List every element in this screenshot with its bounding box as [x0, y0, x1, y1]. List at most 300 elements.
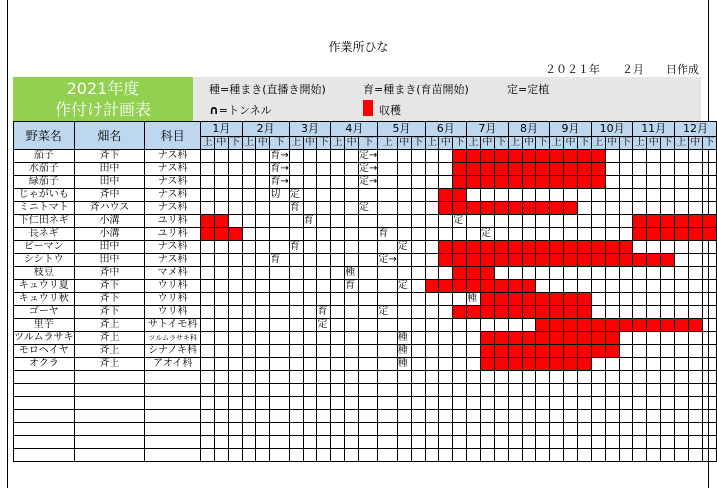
empty-cell: [256, 436, 270, 449]
harvest-cell: [494, 332, 508, 345]
harvest-cell: [647, 319, 661, 332]
schedule-cell: [591, 306, 605, 319]
empty-cell: [411, 397, 425, 410]
harvest-cell: [522, 202, 536, 215]
period-header: 上: [291, 137, 302, 148]
schedule-cell: [647, 358, 661, 371]
harvest-cell: [564, 150, 578, 163]
schedule-mark: 定: [317, 319, 331, 332]
table-row: [14, 150, 717, 163]
schedule-cell: [378, 319, 397, 332]
empty-cell: [591, 449, 605, 462]
period-header: 中: [346, 137, 357, 148]
harvest-cell: [480, 241, 494, 254]
schedule-cell: [619, 215, 633, 228]
schedule-cell: [661, 202, 675, 215]
schedule-cell: [661, 163, 675, 176]
empty-cell: [605, 410, 619, 423]
schedule-cell: [331, 358, 345, 371]
schedule-cell: [228, 241, 242, 254]
schedule-cell: [214, 293, 228, 306]
schedule-cell: [688, 267, 702, 280]
family-cell: シナノキ科: [145, 345, 201, 358]
schedule-cell: [270, 241, 289, 254]
schedule-cell: [201, 189, 215, 202]
schedule-cell: [242, 163, 256, 176]
period-header: 中: [399, 137, 410, 148]
table-row: [14, 358, 717, 371]
field-name-cell: 斉上: [74, 332, 145, 345]
empty-cell: [411, 436, 425, 449]
empty-cell: [619, 449, 633, 462]
schedule-cell: [564, 280, 578, 293]
harvest-cell: [522, 150, 536, 163]
schedule-cell: [522, 215, 536, 228]
field-name-cell: 斉下: [74, 280, 145, 293]
schedule-cell: [411, 150, 425, 163]
empty-cell: [303, 423, 317, 436]
empty-row: [14, 410, 717, 423]
schedule-cell: [289, 150, 303, 163]
empty-cell: [270, 410, 289, 423]
empty-cell: [522, 449, 536, 462]
harvest-cell: [467, 267, 481, 280]
schedule-cell: [605, 358, 619, 371]
period-header: 上: [468, 137, 479, 148]
schedule-cell: [359, 280, 378, 293]
empty-cell: [550, 436, 564, 449]
schedule-cell: [242, 202, 256, 215]
schedule-cell: [688, 176, 702, 189]
schedule-cell: [674, 176, 688, 189]
empty-cell: [453, 410, 467, 423]
harvest-cell: [564, 176, 578, 189]
table-row: [14, 215, 717, 228]
empty-cell: [480, 410, 494, 423]
schedule-cell: [303, 280, 317, 293]
harvest-cell: [536, 202, 550, 215]
empty-cell: [242, 436, 256, 449]
empty-cell: [289, 449, 303, 462]
empty-cell: [270, 449, 289, 462]
schedule-cell: [289, 228, 303, 241]
schedule-cell: [661, 358, 675, 371]
schedule-cell: [289, 215, 303, 228]
schedule-cell: [201, 358, 215, 371]
schedule-cell: [214, 176, 228, 189]
period-header: 下: [454, 137, 465, 148]
harvest-cell: [647, 228, 661, 241]
empty-cell: [480, 449, 494, 462]
empty-cell: [674, 384, 688, 397]
empty-cell: [359, 410, 378, 423]
empty-cell: [74, 449, 145, 462]
empty-cell: [647, 384, 661, 397]
empty-cell: [494, 397, 508, 410]
harvest-cell: [467, 202, 481, 215]
empty-cell: [467, 410, 481, 423]
empty-cell: [411, 423, 425, 436]
empty-cell: [201, 423, 215, 436]
schedule-cell: [317, 202, 331, 215]
schedule-cell: [619, 332, 633, 345]
schedule-cell: [256, 189, 270, 202]
schedule-cell: [605, 293, 619, 306]
period-header: 中: [216, 137, 227, 148]
empty-cell: [345, 397, 359, 410]
harvest-cell: [453, 254, 467, 267]
schedule-cell: [425, 306, 439, 319]
schedule-cell: [331, 267, 345, 280]
schedule-cell: [289, 319, 303, 332]
schedule-cell: [317, 189, 331, 202]
period-header: 上: [551, 137, 562, 148]
period-header: 上: [426, 137, 437, 148]
empty-cell: [425, 449, 439, 462]
schedule-cell: [633, 267, 647, 280]
empty-cell: [303, 436, 317, 449]
harvest-cell: [577, 306, 591, 319]
schedule-cell: [439, 293, 453, 306]
schedule-cell: [397, 189, 411, 202]
empty-cell: [647, 449, 661, 462]
empty-cell: [674, 410, 688, 423]
harvest-cell: [467, 306, 481, 319]
schedule-cell: [331, 176, 345, 189]
schedule-cell: [359, 267, 378, 280]
empty-cell: [425, 410, 439, 423]
harvest-cell: [550, 241, 564, 254]
schedule-cell: [228, 306, 242, 319]
empty-cell: [550, 371, 564, 384]
empty-cell: [214, 436, 228, 449]
schedule-cell: [467, 319, 481, 332]
schedule-cell: [619, 202, 633, 215]
harvest-cell: [550, 163, 564, 176]
schedule-cell: [688, 189, 702, 202]
empty-cell: [74, 371, 145, 384]
schedule-cell: [303, 241, 317, 254]
schedule-cell: [605, 176, 619, 189]
empty-cell: [480, 371, 494, 384]
family-cell: ナス科: [145, 241, 201, 254]
schedule-cell: [359, 254, 378, 267]
empty-cell: [439, 436, 453, 449]
table-row: [14, 345, 717, 358]
harvest-cell: [536, 293, 550, 306]
schedule-cell: [201, 319, 215, 332]
schedule-cell: [397, 319, 411, 332]
empty-cell: [270, 371, 289, 384]
family-cell: ツルムラサキ科: [145, 332, 201, 345]
schedule-cell: [674, 163, 688, 176]
veg-name-cell: モロヘイヤ: [14, 345, 75, 358]
schedule-cell: [619, 150, 633, 163]
period-header: 中: [440, 137, 451, 148]
schedule-cell: [453, 358, 467, 371]
schedule-cell: [411, 280, 425, 293]
schedule-cell: [425, 241, 439, 254]
schedule-cell: [201, 254, 215, 267]
empty-cell: [605, 423, 619, 436]
harvest-cell: [522, 332, 536, 345]
empty-cell: [425, 371, 439, 384]
empty-cell: [425, 397, 439, 410]
schedule-cell: [359, 215, 378, 228]
empty-cell: [214, 384, 228, 397]
empty-cell: [145, 384, 201, 397]
empty-cell: [270, 397, 289, 410]
legend-tunnel: [209, 102, 272, 118]
empty-cell: [439, 423, 453, 436]
schedule-cell: [397, 267, 411, 280]
empty-cell: [345, 371, 359, 384]
empty-cell: [228, 397, 242, 410]
schedule-cell: [688, 254, 702, 267]
period-header: 上: [378, 137, 397, 150]
schedule-cell: [661, 267, 675, 280]
schedule-cell: [633, 241, 647, 254]
empty-cell: [591, 397, 605, 410]
schedule-cell: [647, 202, 661, 215]
empty-cell: [577, 371, 591, 384]
month-header: 4月: [331, 122, 378, 137]
harvest-cell: [467, 176, 481, 189]
empty-cell: [397, 423, 411, 436]
empty-cell: [397, 371, 411, 384]
empty-cell: [619, 423, 633, 436]
schedule-cell: [228, 319, 242, 332]
schedule-cell: [467, 228, 481, 241]
empty-cell: [242, 397, 256, 410]
empty-cell: [702, 449, 716, 462]
schedule-mark: 育: [317, 306, 331, 319]
harvest-cell: [619, 241, 633, 254]
schedule-cell: [577, 202, 591, 215]
schedule-cell: [378, 280, 397, 293]
field-name-cell: 田中: [74, 176, 145, 189]
empty-cell: [439, 371, 453, 384]
empty-cell: [345, 423, 359, 436]
schedule-cell: [378, 163, 397, 176]
schedule-cell: [242, 215, 256, 228]
schedule-mark: 定→: [378, 254, 397, 265]
schedule-cell: [201, 332, 215, 345]
schedule-cell: [411, 254, 425, 267]
empty-cell: [508, 436, 522, 449]
schedule-cell: [214, 189, 228, 202]
table-row: [14, 332, 717, 345]
harvest-cell: [453, 280, 467, 293]
empty-cell: [494, 423, 508, 436]
schedule-cell: [508, 215, 522, 228]
schedule-cell: [345, 215, 359, 228]
schedule-cell: [359, 241, 378, 254]
empty-cell: [702, 423, 716, 436]
empty-cell: [702, 410, 716, 423]
month-header: 1月: [201, 122, 243, 137]
schedule-cell: [522, 228, 536, 241]
empty-cell: [688, 397, 702, 410]
empty-cell: [317, 436, 331, 449]
veg-name-cell: 下仁田ネギ: [14, 215, 75, 228]
harvest-cell: [550, 150, 564, 163]
harvest-cell: [480, 163, 494, 176]
schedule-cell: [577, 267, 591, 280]
schedule-cell: [397, 254, 411, 267]
schedule-cell: [591, 189, 605, 202]
family-cell: ナス科: [145, 254, 201, 267]
veg-name-cell: シシトウ: [14, 254, 75, 267]
schedule-cell: [378, 241, 397, 254]
schedule-cell: [411, 176, 425, 189]
schedule-cell: [467, 332, 481, 345]
empty-cell: [145, 397, 201, 410]
harvest-cell: [550, 332, 564, 345]
empty-cell: [702, 384, 716, 397]
empty-cell: [688, 410, 702, 423]
harvest-cell: [467, 241, 481, 254]
schedule-cell: [439, 267, 453, 280]
schedule-cell: [411, 293, 425, 306]
period-header: 中: [305, 137, 315, 148]
table-row: [14, 202, 717, 215]
schedule-cell: [702, 332, 716, 345]
harvest-cell: [605, 345, 619, 358]
schedule-cell: [494, 228, 508, 241]
harvest-cell: [522, 345, 536, 358]
empty-cell: [494, 410, 508, 423]
empty-cell: [303, 410, 317, 423]
empty-cell: [550, 449, 564, 462]
harvest-cell: [536, 176, 550, 189]
schedule-cell: [397, 215, 411, 228]
schedule-cell: [702, 345, 716, 358]
schedule-cell: [467, 215, 481, 228]
period-header: 下: [496, 137, 507, 148]
empty-cell: [605, 371, 619, 384]
schedule-cell: [331, 228, 345, 241]
harvest-cell: [591, 319, 605, 332]
schedule-cell: [228, 202, 242, 215]
empty-cell: [317, 423, 331, 436]
schedule-cell: [256, 358, 270, 371]
schedule-cell: [661, 150, 675, 163]
table-row: [14, 280, 717, 293]
schedule-cell: [439, 319, 453, 332]
schedule-cell: [619, 228, 633, 241]
empty-cell: [378, 436, 397, 449]
schedule-cell: [345, 228, 359, 241]
schedule-mark: 定→: [359, 150, 378, 161]
empty-cell: [270, 436, 289, 449]
schedule-cell: [270, 215, 289, 228]
schedule-cell: [425, 163, 439, 176]
schedule-cell: [331, 319, 345, 332]
harvest-cell: [467, 280, 481, 293]
harvest-cell: [577, 241, 591, 254]
harvest-cell: [564, 293, 578, 306]
schedule-cell: [453, 293, 467, 306]
empty-cell: [522, 371, 536, 384]
schedule-cell: [331, 150, 345, 163]
schedule-cell: [647, 189, 661, 202]
empty-cell: [577, 384, 591, 397]
schedule-cell: [674, 345, 688, 358]
harvest-cell: [201, 215, 215, 228]
schedule-mark: 育: [289, 241, 303, 254]
period-header: 中: [648, 137, 659, 148]
schedule-cell: [480, 319, 494, 332]
empty-cell: [633, 449, 647, 462]
schedule-cell: [345, 202, 359, 215]
harvest-cell: [633, 228, 647, 241]
empty-cell: [619, 371, 633, 384]
schedule-cell: [661, 189, 675, 202]
family-cell: ナス科: [145, 189, 201, 202]
empty-cell: [228, 384, 242, 397]
schedule-cell: [577, 215, 591, 228]
schedule-cell: [619, 176, 633, 189]
schedule-mark: 育→: [270, 150, 289, 161]
harvest-cell: [494, 202, 508, 215]
schedule-cell: [605, 215, 619, 228]
empty-cell: [661, 449, 675, 462]
empty-cell: [480, 423, 494, 436]
field-name-cell: 田中: [74, 254, 145, 267]
schedule-cell: [242, 150, 256, 163]
empty-cell: [536, 449, 550, 462]
schedule-cell: [688, 280, 702, 293]
schedule-cell: [331, 306, 345, 319]
schedule-mark: 定: [359, 202, 378, 215]
schedule-cell: [536, 215, 550, 228]
empty-cell: [289, 371, 303, 384]
harvest-cell: [674, 228, 688, 241]
schedule-cell: [605, 280, 619, 293]
empty-cell: [688, 423, 702, 436]
schedule-cell: [242, 176, 256, 189]
schedule-cell: [289, 280, 303, 293]
schedule-cell: [378, 332, 397, 345]
schedule-cell: [378, 189, 397, 202]
schedule-cell: [331, 202, 345, 215]
empty-cell: [494, 449, 508, 462]
empty-cell: [550, 397, 564, 410]
schedule-mark: 種: [467, 293, 481, 306]
harvest-cell: [201, 228, 215, 241]
harvest-cell: [550, 176, 564, 189]
harvest-cell: [647, 215, 661, 228]
field-name-cell: 田中: [74, 163, 145, 176]
table-row: [14, 241, 717, 254]
empty-cell: [397, 397, 411, 410]
harvest-cell: [661, 228, 675, 241]
harvest-cell: [453, 241, 467, 254]
schedule-cell: [242, 332, 256, 345]
harvest-cell: [508, 163, 522, 176]
harvest-cell: [564, 202, 578, 215]
month-header: 7月: [467, 122, 509, 137]
schedule-cell: [289, 345, 303, 358]
empty-cell: [591, 384, 605, 397]
schedule-cell: [550, 189, 564, 202]
schedule-cell: [256, 215, 270, 228]
legend-seed: 種=種まき(直播き開始): [209, 83, 326, 96]
schedule-cell: [605, 228, 619, 241]
empty-cell: [270, 384, 289, 397]
schedule-mark: 育→: [270, 163, 289, 174]
